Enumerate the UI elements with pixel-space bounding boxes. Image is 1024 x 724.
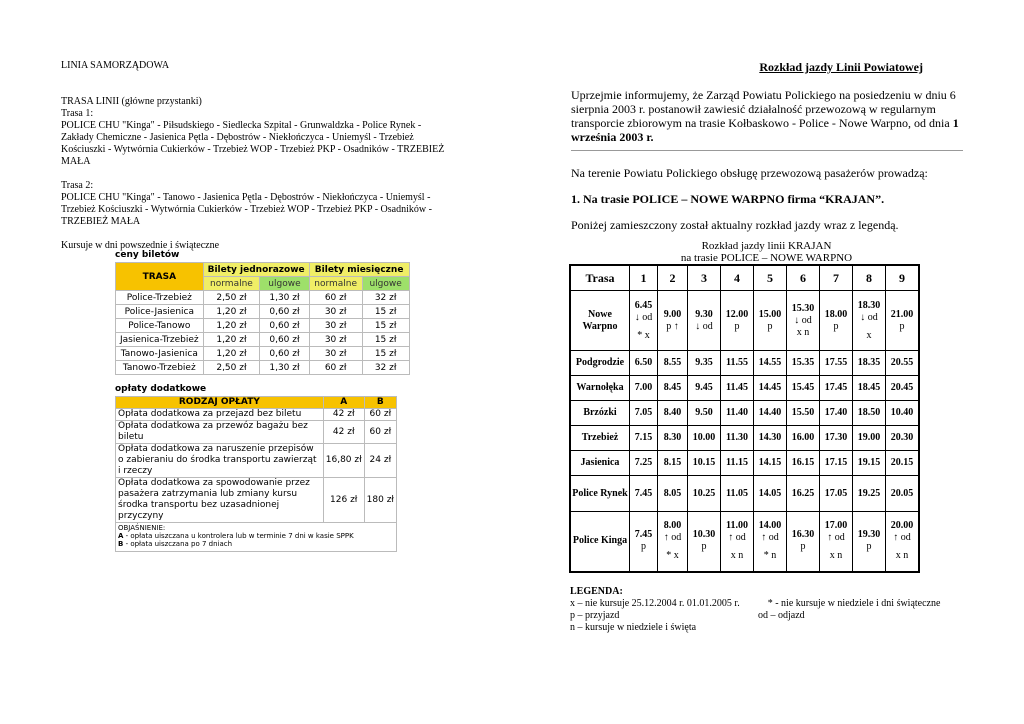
schedule-time-cell	[853, 401, 886, 426]
ticket-prices-table	[115, 262, 410, 375]
schedule-time-cell	[630, 351, 658, 376]
schedule-mark: x	[866, 329, 872, 341]
fees-notes	[116, 523, 397, 552]
schedule-row	[570, 401, 919, 426]
schedule-time: 11.00	[726, 520, 748, 532]
legend	[570, 586, 970, 634]
col-jednorazowe: Bilety jednorazowe	[203, 263, 309, 277]
intro-paragraph: Uprzejmie informujemy, że Zarząd Powiatu Polickiego na posiedzeniu w dniu 6 sierpnia 2003 r. postanowił zawiesić działalność przewozową w regularnym transporcie zbiorowym na trasie Kołbaskowo - Police - Nowe Warpno, od dnia 1 września 2003 r.	[571, 88, 959, 144]
price-row	[116, 333, 410, 347]
price-value: 15 zł	[362, 347, 409, 361]
fee-b: 60 zł	[364, 409, 396, 421]
schedule-time: 17.05	[824, 487, 848, 499]
ticket-prices-title: ceny biletów	[115, 250, 180, 260]
price-value: 30 zł	[309, 305, 362, 319]
schedule-time-cell	[820, 476, 853, 512]
schedule-time-cell	[820, 451, 853, 476]
schedule-time: 11.30	[726, 432, 748, 443]
ticket-prices-section	[115, 250, 410, 375]
schedule-time: 18.35	[857, 357, 881, 368]
route-heading: TRASA LINII (główne przystanki)	[61, 96, 202, 107]
schedule-time-cell	[787, 291, 820, 351]
schedule-time: 9.35	[695, 357, 713, 368]
schedule-time-cell	[630, 291, 658, 351]
schedule-time-cell	[721, 401, 754, 426]
schedule-time-cell	[688, 351, 721, 376]
schedule-stop: Police Kinga	[570, 512, 630, 572]
schedule-time: 20.55	[890, 357, 914, 368]
fees-title: opłaty dodatkowe	[115, 384, 207, 394]
schedule-mark: ↓ od	[634, 311, 653, 323]
schedule-time: 20.30	[890, 432, 914, 443]
schedule-time: 11.45	[726, 382, 748, 393]
schedule-time: 8.40	[663, 407, 682, 418]
price-row	[116, 305, 410, 319]
schedule-time: 8.15	[663, 457, 682, 468]
fee-b: 24 zł	[364, 444, 396, 478]
price-value: 15 zł	[362, 319, 409, 333]
line-heading: LINIA SAMORZĄDOWA	[61, 60, 170, 71]
schedule-time: 20.45	[890, 382, 914, 393]
schedule-time-cell	[721, 451, 754, 476]
caption-line-2: na trasie POLICE – NOWE WARPNO	[680, 252, 853, 264]
price-row	[116, 361, 410, 375]
schedule-time: 8.45	[663, 382, 682, 393]
schedule-time-cell	[754, 512, 787, 572]
price-value: 1,30 zł	[260, 361, 309, 375]
schedule-mark: p	[701, 541, 707, 553]
price-value: 2,50 zł	[203, 291, 260, 305]
schedule-time-cell	[658, 512, 688, 572]
schedule-time: 19.15	[857, 457, 881, 468]
col-a: A	[323, 397, 364, 409]
price-value: 32 zł	[362, 291, 409, 305]
schedule-time-cell	[658, 376, 688, 401]
schedule-time-cell	[630, 476, 658, 512]
fee-desc: Opłata dodatkowa za spowodowanie przez pasażera zatrzymania lub zmiany kursu środka transportu bez uzasadnionej przyczyny	[116, 478, 324, 523]
price-value: 30 zł	[309, 319, 362, 333]
schedule-time: 17.00	[824, 520, 848, 532]
schedule-time: 17.45	[824, 382, 848, 393]
caption-line-1: Rozkład jazdy linii KRAJAN	[701, 240, 832, 252]
fee-desc: Opłata dodatkowa za naruszenie przepisów o zabieraniu do środka transportu zawierząt i rzeczy	[116, 444, 324, 478]
schedule-time: 11.05	[726, 487, 748, 499]
schedule-time-cell	[886, 476, 920, 512]
schedule-time-cell	[853, 476, 886, 512]
schedule-time: 15.00	[758, 308, 782, 320]
schedule-time-cell	[721, 376, 754, 401]
schedule-time: 14.40	[758, 407, 782, 418]
schedule-time: 15.45	[791, 382, 815, 393]
schedule-mark: x n	[796, 326, 810, 338]
teren-text: Na terenie Powiatu Polickiego obsługę przewozową pasażerów prowadzą:	[571, 166, 928, 180]
schedule-time: 10.15	[692, 457, 716, 468]
schedule-time: 18.00	[824, 308, 848, 320]
schedule-time: 11.15	[726, 457, 748, 468]
schedule-time: 15.35	[791, 357, 815, 368]
price-value: 1,20 zł	[203, 305, 260, 319]
schedule-col-course: 4	[721, 265, 754, 291]
col-trasa: TRASA	[116, 263, 204, 291]
schedule-time-cell	[754, 376, 787, 401]
schedule-time-cell	[787, 401, 820, 426]
schedule-time-cell	[721, 291, 754, 351]
sub-ulgowe: ulgowe	[362, 277, 409, 291]
schedule-time: 10.00	[692, 432, 716, 443]
schedule-time: 21.00	[890, 308, 914, 320]
schedule-time-cell	[853, 451, 886, 476]
schedule-time-cell	[754, 476, 787, 512]
price-trasa: Tanowo-Jasienica	[116, 347, 204, 361]
price-value: 60 zł	[309, 291, 362, 305]
schedule-time-cell	[787, 426, 820, 451]
schedule-time-cell	[630, 512, 658, 572]
schedule-time-cell	[886, 351, 920, 376]
schedule-time-cell	[658, 426, 688, 451]
schedule-mark: p	[800, 541, 806, 553]
col-b: B	[364, 397, 396, 409]
fee-a: 16,80 zł	[323, 444, 364, 478]
schedule-stop: Police Rynek	[570, 476, 630, 512]
schedule-mark: ↓ od	[794, 314, 812, 326]
trasa1-label: Trasa 1:	[61, 108, 94, 119]
schedule-time: 16.15	[791, 457, 815, 468]
schedule-row	[570, 351, 919, 376]
fee-b: 180 zł	[364, 478, 396, 523]
price-row	[116, 319, 410, 333]
schedule-row	[570, 512, 919, 572]
schedule-time-cell	[853, 376, 886, 401]
schedule-mark: p	[833, 320, 839, 332]
schedule-col-trasa: Trasa	[570, 265, 630, 291]
price-value: 30 zł	[309, 347, 362, 361]
schedule-stop: Brzózki	[570, 401, 630, 426]
schedule-row	[570, 291, 919, 351]
price-row	[116, 291, 410, 305]
schedule-stop: Nowe Warpno	[570, 291, 630, 351]
schedule-table-wrap	[569, 264, 920, 573]
schedule-time-cell	[886, 401, 920, 426]
schedule-time-cell	[630, 451, 658, 476]
price-value: 15 zł	[362, 305, 409, 319]
trasa2-label: Trasa 2:	[61, 180, 94, 191]
schedule-time-cell	[820, 401, 853, 426]
schedule-time: 11.40	[726, 407, 748, 418]
schedule-col-course: 2	[658, 265, 688, 291]
legend-line-3: n – kursuje w niedziele i święta	[570, 622, 697, 633]
schedule-time: 15.50	[791, 407, 815, 418]
schedule-time-cell	[688, 291, 721, 351]
schedule-time: 14.45	[758, 382, 782, 393]
fee-row	[116, 444, 397, 478]
schedule-time-cell	[630, 401, 658, 426]
schedule-time-cell	[787, 451, 820, 476]
price-trasa: Tanowo-Trzebież	[116, 361, 204, 375]
schedule-page-title: Rozkład jazdy Linii Powiatowej	[759, 60, 923, 74]
price-value: 15 zł	[362, 333, 409, 347]
legend-line-2: p – przyjazd od – odjazd	[570, 610, 805, 621]
schedule-mark: p	[866, 541, 872, 553]
schedule-time-cell	[688, 512, 721, 572]
schedule-col-course: 5	[754, 265, 787, 291]
schedule-time: 7.00	[634, 382, 653, 393]
schedule-col-course: 9	[886, 265, 920, 291]
schedule-time: 16.30	[791, 529, 815, 541]
schedule-time-cell	[853, 512, 886, 572]
schedule-time: 8.00	[663, 520, 682, 532]
schedule-caption	[570, 240, 963, 264]
fee-desc: Opłata dodatkowa za przejazd bez biletu	[116, 409, 324, 421]
schedule-time-cell	[886, 512, 920, 572]
schedule-mark: ↑ od	[728, 532, 746, 544]
schedule-stop: Warnołęka	[570, 376, 630, 401]
schedule-time-cell	[886, 426, 920, 451]
schedule-stop: Jasienica	[570, 451, 630, 476]
schedule-time: 19.00	[857, 432, 881, 443]
schedule-time-cell	[721, 476, 754, 512]
sub-normalne: normalne	[203, 277, 260, 291]
price-value: 2,50 zł	[203, 361, 260, 375]
schedule-time: 19.30	[857, 529, 881, 541]
schedule-time: 14.05	[758, 487, 782, 499]
left-column	[61, 60, 456, 252]
schedule-mark: ↑ od	[827, 532, 845, 544]
price-value: 0,60 zł	[260, 319, 309, 333]
price-value: 30 zł	[309, 333, 362, 347]
schedule-time: 18.30	[857, 299, 881, 311]
price-value: 1,30 zł	[260, 291, 309, 305]
schedule-time: 20.15	[890, 457, 914, 468]
schedule-time-cell	[820, 376, 853, 401]
notes-title: OBJAŚNIENIE:	[118, 524, 166, 532]
note-a: A - opłata uiszczana u kontrolera lub w terminie 7 dni w kasie SPPK	[118, 532, 354, 540]
price-value: 60 zł	[309, 361, 362, 375]
schedule-time: 17.40	[824, 407, 848, 418]
schedule-time: 10.25	[692, 487, 716, 499]
ponizej-text: Poniżej zamieszczony został aktualny rozkład jazdy wraz z legendą.	[571, 218, 899, 232]
schedule-time-cell	[886, 451, 920, 476]
fees-table	[115, 396, 397, 552]
schedule-mark: p ↑	[666, 320, 679, 332]
schedule-time: 7.45	[634, 487, 653, 499]
schedule-time-cell	[754, 426, 787, 451]
schedule-time: 8.05	[663, 487, 682, 499]
schedule-time: 11.55	[726, 357, 748, 368]
legend-title: LEGENDA:	[570, 586, 623, 597]
schedule-time-cell	[886, 291, 920, 351]
schedule-time: 9.50	[695, 407, 713, 418]
schedule-mark: ↑ od	[761, 532, 779, 544]
schedule-mark: * n	[763, 550, 777, 562]
schedule-mark: p	[641, 541, 646, 553]
schedule-stop: Podgrodzie	[570, 351, 630, 376]
schedule-time-cell	[688, 376, 721, 401]
price-value: 1,20 zł	[203, 347, 260, 361]
schedule-time: 14.30	[758, 432, 782, 443]
firma-text: 1. Na trasie POLICE – NOWE WARPNO firma “KRAJAN”.	[571, 192, 885, 206]
legend-line-1: x – nie kursuje 25.12.2004 r. 01.01.2005 r. * - nie kursuje w niedziele i dni świąteczne	[570, 598, 941, 609]
schedule-mark: x n	[829, 550, 843, 562]
schedule-time: 12.00	[725, 308, 749, 320]
schedule-time-cell	[853, 351, 886, 376]
schedule-time-cell	[658, 401, 688, 426]
schedule-time-cell	[787, 351, 820, 376]
kursuje-text: Kursuje w dni powszednie i świąteczne	[61, 240, 220, 251]
schedule-time: 9.30	[695, 308, 713, 320]
schedule-time-cell	[688, 476, 721, 512]
schedule-time: 20.00	[890, 520, 914, 532]
fee-a: 42 zł	[323, 409, 364, 421]
fee-a: 42 zł	[323, 421, 364, 444]
price-row	[116, 347, 410, 361]
schedule-time: 10.40	[890, 407, 914, 418]
schedule-time: 7.05	[634, 407, 653, 418]
schedule-time-cell	[630, 376, 658, 401]
schedule-stop: Trzebież	[570, 426, 630, 451]
price-trasa: Police-Trzebież	[116, 291, 204, 305]
schedule-time: 8.30	[663, 432, 682, 443]
price-trasa: Police-Tanowo	[116, 319, 204, 333]
schedule-header-row	[570, 265, 919, 291]
schedule-time: 17.30	[824, 432, 848, 443]
schedule-time: 9.00	[663, 308, 682, 320]
schedule-time: 14.15	[758, 457, 782, 468]
trasa2-text: POLICE CHU "Kinga" - Tanowo - Jasienica Pętla - Dębostrów - Niekłończyca - Uniemyśl - Trzebież Kościuszki - Wytwórnia Cukierków - Trzebież WOP - Trzebież PKP - Osadników - TRZEBIEŻ MAŁA	[61, 192, 432, 227]
schedule-time-cell	[688, 426, 721, 451]
schedule-time: 17.55	[824, 357, 848, 368]
schedule-row	[570, 426, 919, 451]
schedule-time-cell	[754, 291, 787, 351]
fee-row	[116, 478, 397, 523]
schedule-mark: x n	[895, 550, 909, 562]
schedule-time: 6.45	[634, 299, 653, 311]
schedule-mark: ↓ od	[860, 311, 878, 323]
sub-ulgowe: ulgowe	[260, 277, 309, 291]
schedule-time-cell	[787, 512, 820, 572]
schedule-time-cell	[688, 451, 721, 476]
fee-a: 126 zł	[323, 478, 364, 523]
schedule-time-cell	[853, 291, 886, 351]
schedule-row	[570, 376, 919, 401]
schedule-col-course: 1	[630, 265, 658, 291]
trasa1-text: POLICE CHU "Kinga" - Piłsudskiego - Siedlecka Szpital - Grunwaldzka - Police Rynek - Zakłady Chemiczne - Jasienica Pętla - Dębostrów - Niekłończyca - Uniemyśl - Trzebież Kościuszki - Wytwórnia Cukierków - Trzebież WOP - Trzebież PKP - Osadników - TRZEBIEŻ MAŁA	[61, 120, 445, 167]
fee-desc: Opłata dodatkowa za przewóz bagażu bez biletu	[116, 421, 324, 444]
schedule-time: 9.45	[695, 382, 713, 393]
schedule-col-course: 8	[853, 265, 886, 291]
price-trasa: Jasienica-Trzebież	[116, 333, 204, 347]
col-rodzaj: RODZAJ OPŁATY	[116, 397, 324, 409]
schedule-mark: ↑ od	[663, 532, 682, 544]
schedule-time-cell	[820, 351, 853, 376]
schedule-mark: ↓ od	[695, 320, 713, 332]
schedule-mark: x n	[730, 550, 744, 562]
right-column	[571, 60, 963, 232]
schedule-row	[570, 451, 919, 476]
fee-row	[116, 421, 397, 444]
schedule-mark: * x	[637, 329, 650, 341]
schedule-time-cell	[721, 426, 754, 451]
schedule-time-cell	[820, 512, 853, 572]
schedule-time: 18.50	[857, 407, 881, 418]
price-value: 32 zł	[362, 361, 409, 375]
note-b: B - opłata uiszczana po 7 dniach	[118, 540, 233, 548]
schedule-time: 7.15	[634, 432, 653, 443]
schedule-time: 16.00	[791, 432, 815, 443]
schedule-time: 7.25	[634, 457, 653, 468]
schedule-time-cell	[658, 351, 688, 376]
schedule-time: 17.15	[824, 457, 848, 468]
schedule-time: 14.55	[758, 357, 782, 368]
price-trasa: Police-Jasienica	[116, 305, 204, 319]
schedule-time-cell	[658, 476, 688, 512]
schedule-mark: p	[734, 320, 740, 332]
schedule-time: 8.55	[663, 357, 682, 368]
schedule-time-cell	[630, 426, 658, 451]
schedule-time: 14.00	[758, 520, 782, 532]
schedule-time: 16.25	[791, 487, 815, 499]
schedule-time-cell	[721, 512, 754, 572]
fees-section	[115, 384, 397, 552]
schedule-time-cell	[688, 401, 721, 426]
schedule-time: 10.30	[692, 529, 716, 541]
col-miesieczne: Bilety miesięczne	[309, 263, 409, 277]
schedule-time: 20.05	[890, 487, 914, 499]
price-value: 1,20 zł	[203, 319, 260, 333]
schedule-mark: * x	[666, 550, 679, 562]
schedule-time-cell	[787, 376, 820, 401]
price-value: 1,20 zł	[203, 333, 260, 347]
schedule-mark: p	[767, 320, 773, 332]
schedule-time-cell	[787, 476, 820, 512]
schedule-time-cell	[658, 291, 688, 351]
schedule-time: 6.50	[634, 357, 653, 368]
schedule-time: 19.25	[857, 487, 881, 499]
schedule-time-cell	[754, 401, 787, 426]
schedule-time: 7.45	[634, 529, 653, 541]
schedule-time-cell	[754, 451, 787, 476]
schedule-mark: ↑ od	[893, 532, 911, 544]
schedule-time: 18.45	[857, 382, 881, 393]
schedule-time-cell	[886, 376, 920, 401]
schedule-time: 15.30	[791, 302, 815, 314]
schedule-table	[569, 264, 920, 573]
schedule-time-cell	[754, 351, 787, 376]
schedule-time-cell	[721, 351, 754, 376]
schedule-time-cell	[853, 426, 886, 451]
price-value: 0,60 zł	[260, 305, 309, 319]
schedule-time-cell	[820, 426, 853, 451]
price-value: 0,60 zł	[260, 333, 309, 347]
fee-b: 60 zł	[364, 421, 396, 444]
sub-normalne: normalne	[309, 277, 362, 291]
schedule-col-course: 6	[787, 265, 820, 291]
schedule-time-cell	[658, 451, 688, 476]
schedule-time-cell	[820, 291, 853, 351]
schedule-mark: p	[899, 320, 905, 332]
fee-row	[116, 409, 397, 421]
schedule-col-course: 7	[820, 265, 853, 291]
price-value: 0,60 zł	[260, 347, 309, 361]
schedule-col-course: 3	[688, 265, 721, 291]
schedule-row	[570, 476, 919, 512]
